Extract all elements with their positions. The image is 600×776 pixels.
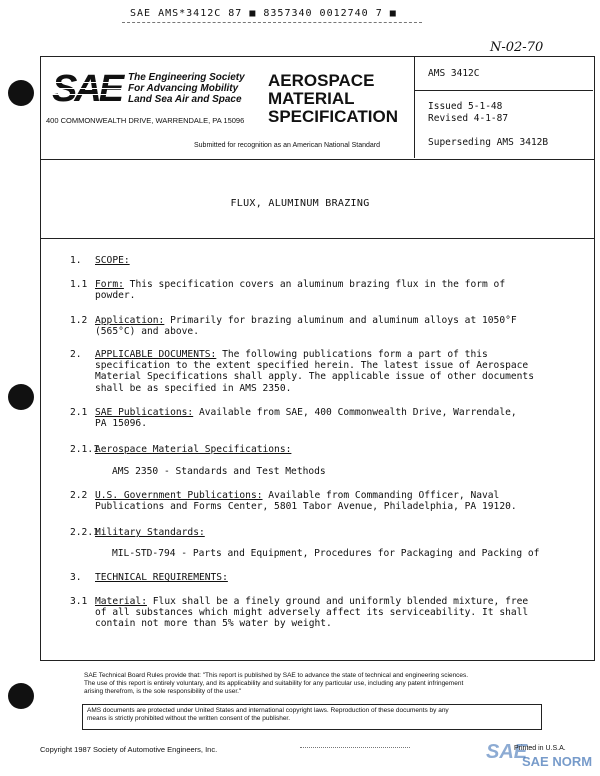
section-text: Material Specifications shall apply. The applicable issue of other documents <box>95 371 534 383</box>
section-text: The following publications form a part of this <box>222 349 488 360</box>
section-line <box>70 444 291 455</box>
section-text: Publications and Forms Center, 5801 Tabor Avenue, Philadelphia, PA 19120. <box>95 501 517 513</box>
submitted-note: Submitted for recognition as an American National Standard <box>194 142 380 149</box>
society-tagline: The Engineering Society For Advancing Mobility Land Sea Air and Space <box>128 72 245 105</box>
section-number: 2.1 <box>70 407 88 418</box>
scan-code-line: SAE AMS*3412C 87 ■ 8357340 0012740 7 ■ <box>130 8 397 19</box>
section-line <box>70 490 499 501</box>
fine-print <box>300 747 410 748</box>
section-line <box>70 349 488 360</box>
section-text: MIL-STD-794 - Parts and Equipment, Procedures for Packaging and Packing of <box>112 548 540 559</box>
section-heading: Material: <box>95 596 147 607</box>
section-text: Available from SAE, 400 Commonwealth Drive, Warrendale, <box>198 407 517 418</box>
section-line <box>70 596 528 607</box>
section-heading: U.S. Government Publications: <box>95 490 263 501</box>
section-line <box>112 466 326 477</box>
section-text: specification to the extent specified herein. The latest issue of Aerospace <box>95 360 529 372</box>
section-line <box>70 255 130 266</box>
board-rules-notice: SAE Technical Board Rules provide that: "This report is published by SAE to advance the state of technical and engineering sciences. The use of this report is entirely voluntary, and its applicability and suitability for any particular use, including any patent infringement arising therefrom, is the sole responsibility of the user." <box>84 672 469 695</box>
section-number: 2.1.1 <box>70 444 99 455</box>
document-title: FLUX, ALUMINUM BRAZING <box>230 198 370 209</box>
section-text: contain not more than 5% water by weight. <box>95 618 332 630</box>
spec-type-heading: AEROSPACE MATERIAL SPECIFICATION <box>268 71 399 126</box>
title-divider <box>40 238 595 239</box>
section-line <box>95 501 517 512</box>
sae-logo: SAE <box>52 68 122 110</box>
watermark-logo: SAE <box>486 741 528 763</box>
logo-speed-lines <box>52 76 122 104</box>
section-number: 2.2.1 <box>70 527 99 538</box>
spec-number-divider <box>414 90 593 91</box>
handwritten-note: N-02-70 <box>490 40 544 55</box>
section-text: AMS 2350 - Standards and Test Methods <box>112 466 326 477</box>
issued-date: Issued 5-1-48 <box>428 101 503 112</box>
section-heading: APPLICABLE DOCUMENTS: <box>95 349 217 360</box>
section-line <box>70 527 205 538</box>
copyright-notice-box: AMS documents are protected under United States and international copyright laws. Reproduction of these documents by any means is strictly prohibited without the written consent of the publisher. <box>82 704 542 730</box>
section-number: 2.2 <box>70 490 88 501</box>
section-line <box>70 279 505 290</box>
section-number: 3.1 <box>70 596 88 607</box>
section-heading: Aerospace Material Specifications: <box>95 444 292 455</box>
section-heading: Application: <box>95 315 165 326</box>
punch-hole-top <box>8 80 34 106</box>
copyright-line: Copyright 1987 Society of Automotive Engineers, Inc. <box>40 745 218 754</box>
section-line <box>95 383 291 394</box>
section-line <box>70 315 517 326</box>
revised-date: Revised 4-1-87 <box>428 113 509 124</box>
section-heading: Military Standards: <box>95 527 205 538</box>
section-number: 1.1 <box>70 279 88 290</box>
section-line <box>95 326 199 337</box>
section-line <box>70 407 517 418</box>
section-line <box>70 572 228 583</box>
printed-in: Printed in U.S.A. <box>514 745 566 752</box>
section-text: of all substances which might adversely affect its serviceability. It shall <box>95 607 529 619</box>
section-line <box>112 548 539 559</box>
section-number: 3. <box>70 572 82 583</box>
section-heading: Form: <box>95 279 124 290</box>
section-line <box>95 290 135 301</box>
punch-hole-bottom <box>8 683 34 709</box>
section-line <box>95 418 147 429</box>
section-number: 2. <box>70 349 82 360</box>
section-number: 1. <box>70 255 82 266</box>
section-line <box>95 360 528 371</box>
punch-hole-middle <box>8 384 34 410</box>
spec-number: AMS 3412C <box>428 68 480 79</box>
section-text: Available from Commanding Officer, Naval <box>268 490 500 501</box>
section-text: (565°C) and above. <box>95 326 199 338</box>
section-line <box>95 618 332 629</box>
section-text: Primarily for brazing aluminum and aluminum alloys at 1050°F <box>170 315 517 326</box>
watermark-norm: SAE NORM <box>522 754 593 769</box>
section-line <box>95 607 528 618</box>
section-text: powder. <box>95 290 136 302</box>
section-text: PA 15096. <box>95 418 147 430</box>
section-heading: SCOPE: <box>95 255 130 266</box>
superseding: Superseding AMS 3412B <box>428 137 549 148</box>
section-text: Flux shall be a finely ground and uniformly blended mixture, free <box>152 596 529 607</box>
section-heading: TECHNICAL REQUIREMENTS: <box>95 572 228 583</box>
scan-divider <box>122 22 422 23</box>
header-divider <box>414 56 415 158</box>
section-heading: SAE Publications: <box>95 407 194 418</box>
section-text: This specification covers an aluminum brazing flux in the form of <box>129 279 506 290</box>
section-number: 1.2 <box>70 315 88 326</box>
section-text: shall be as specified in AMS 2350. <box>95 382 292 394</box>
society-address: 400 COMMONWEALTH DRIVE, WARRENDALE, PA 15096 <box>46 116 245 125</box>
section-line <box>95 371 534 382</box>
